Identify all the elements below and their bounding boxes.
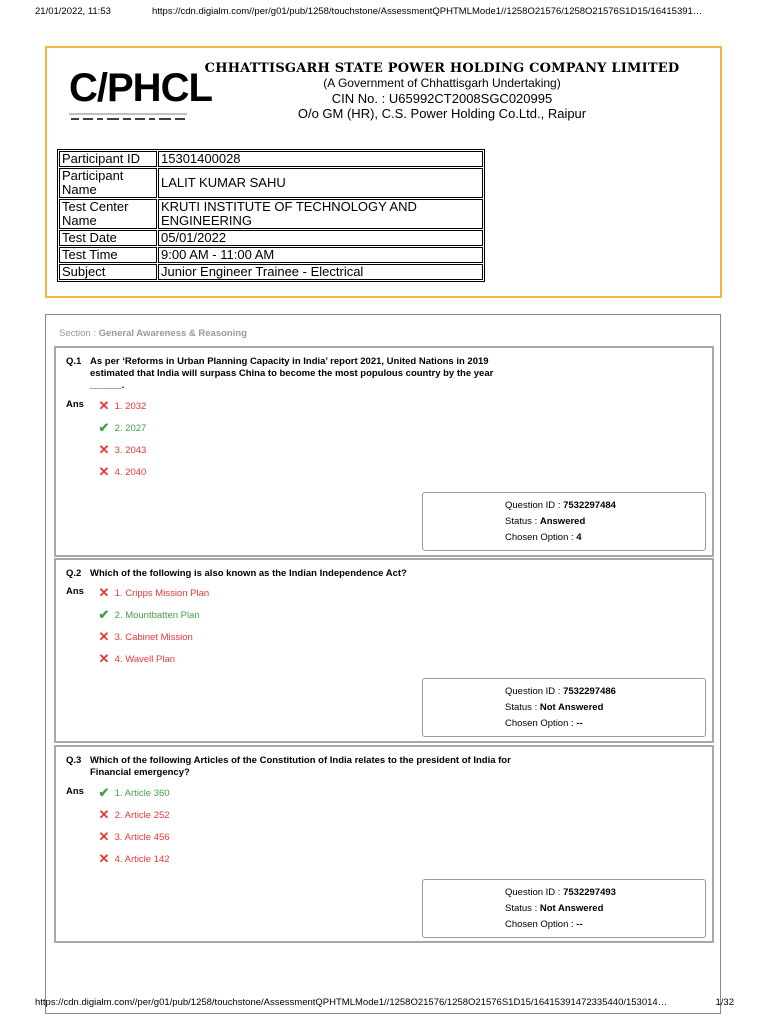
status-label: Status : [505, 903, 540, 914]
participant-key: Participant Name [59, 168, 157, 198]
participant-key: Test Time [59, 247, 157, 263]
status-row [423, 903, 603, 914]
option-label: 2. Mountbatten Plan [114, 610, 200, 621]
answer-option [96, 629, 193, 645]
chosen-option-label: Chosen Option : [505, 718, 577, 729]
question-id-value: 7532297484 [563, 500, 616, 511]
logo-text: C/PHCL [69, 66, 212, 110]
status-row [423, 702, 603, 713]
question-text: Which of the following Articles of the Constitution of India relates to the president of India for Financial emergency? [90, 755, 511, 778]
question-card [54, 558, 714, 743]
cross-icon: ✕ [98, 464, 110, 479]
answer-option [96, 851, 170, 867]
question-text: As per ‘Reforms in Urban Planning Capacity in India’ report 2021, United Nations in 2019 estimated that India will surpass China to become the most populous country by the year ______. [90, 356, 494, 391]
participant-key: Test Center Name [59, 199, 157, 229]
company-name: CHHATTISGARH STATE POWER HOLDING COMPANY LIMITED [204, 61, 680, 76]
status-label: Status : [505, 516, 540, 527]
print-datetime: 21/01/2022, 11:53 [35, 6, 111, 17]
page-number: 1/32 [715, 997, 734, 1008]
participant-value: 15301400028 [158, 151, 483, 167]
ans-label: Ans [66, 586, 84, 597]
question-number: Q.2 [66, 568, 82, 579]
option-label: 4. Article 142 [114, 854, 170, 865]
option-label: 3. Article 456 [114, 832, 170, 843]
status-label: Status : [505, 702, 540, 713]
cross-icon: ✕ [98, 829, 110, 844]
question-card [54, 745, 714, 943]
participant-row [59, 230, 483, 246]
participant-row [59, 247, 483, 263]
company-cin: CIN No. : U65992CT2008SGC020995 [331, 91, 553, 106]
answer-option [96, 807, 170, 823]
chosen-option-row [423, 718, 583, 729]
section-prefix: Section : [59, 328, 99, 339]
logo-tagline [69, 112, 189, 124]
status-value: Not Answered [539, 903, 604, 914]
print-footer-url[interactable]: https://cdn.digialm.com//per/g01/pub/1258/touchstone/AssessmentQPHTMLMode1//1258O21576/1258O21576S1D15/16415391472335440/153014… [35, 997, 668, 1008]
check-icon: ✔ [98, 607, 110, 622]
participant-key: Participant ID [59, 151, 157, 167]
chosen-option-value: -- [576, 718, 583, 729]
chosen-option-value: 4 [576, 532, 582, 543]
option-label: 3. 2043 [114, 445, 147, 456]
participant-row [59, 199, 483, 229]
cross-icon: ✕ [98, 851, 110, 866]
chosen-option-row [423, 532, 582, 543]
section-name: General Awareness & Reasoning [98, 328, 247, 339]
cross-icon: ✕ [98, 651, 110, 666]
chosen-option-label: Chosen Option : [505, 919, 577, 930]
cross-icon: ✕ [98, 629, 110, 644]
cross-icon: ✕ [98, 807, 110, 822]
question-id-value: 7532297493 [563, 887, 616, 898]
answer-option [96, 651, 175, 667]
question-id-label: Question ID : [505, 887, 564, 898]
participant-key: Test Date [59, 230, 157, 246]
participant-value: LALIT KUMAR SAHU [158, 168, 483, 198]
print-url[interactable]: https://cdn.digialm.com//per/g01/pub/1258/touchstone/AssessmentQPHTMLMode1//1258O21576/1258O21576S1D15/16415391… [152, 6, 703, 17]
participant-key: Subject [59, 264, 157, 280]
option-label: 1. Cripps Mission Plan [114, 588, 210, 599]
participant-value: 9:00 AM - 11:00 AM [158, 247, 483, 263]
option-label: 1. Article 360 [114, 788, 170, 799]
section-title [59, 328, 247, 339]
option-label: 3. Cabinet Mission [114, 632, 193, 643]
answer-option [96, 829, 170, 845]
question-id-label: Question ID : [505, 686, 564, 697]
participant-row [59, 151, 483, 167]
chosen-option-label: Chosen Option : [505, 532, 577, 543]
status-value: Not Answered [539, 702, 604, 713]
answer-option [96, 785, 170, 801]
question-card [54, 346, 714, 557]
participant-table [57, 149, 485, 282]
answer-option [96, 420, 146, 436]
question-id-label: Question ID : [505, 500, 564, 511]
answer-option [96, 398, 146, 414]
company-office: O/o GM (HR), C.S. Power Holding Co.Ltd., Raipur [297, 106, 587, 121]
participant-value: Junior Engineer Trainee - Electrical [158, 264, 483, 280]
participant-value: 05/01/2022 [158, 230, 483, 246]
print-header [0, 0, 768, 22]
question-meta [422, 492, 706, 551]
chosen-option-row [423, 919, 583, 930]
question-text: Which of the following is also known as the Indian Independence Act? [90, 568, 407, 579]
cross-icon: ✕ [98, 398, 110, 413]
check-icon: ✔ [98, 420, 110, 435]
check-icon: ✔ [98, 785, 110, 800]
answer-option [96, 607, 200, 623]
status-row [423, 516, 585, 527]
question-meta [422, 678, 706, 737]
question-number: Q.1 [66, 356, 82, 367]
option-label: 2. Article 252 [114, 810, 170, 821]
question-id-value: 7532297486 [563, 686, 616, 697]
option-label: 4. Wavell Plan [114, 654, 176, 665]
participant-row [59, 264, 483, 280]
option-label: 2. 2027 [114, 423, 147, 434]
question-id-row [423, 500, 616, 511]
cphcl-logo [67, 64, 212, 126]
question-id-row [423, 686, 616, 697]
company-header [45, 46, 722, 298]
cross-icon: ✕ [98, 585, 110, 600]
question-number: Q.3 [66, 755, 82, 766]
company-subtitle: (A Government of Chhattisgarh Undertaking) [323, 76, 561, 90]
answer-option [96, 464, 146, 480]
print-footer [0, 995, 768, 1015]
ans-label: Ans [66, 786, 84, 797]
answer-option [96, 442, 146, 458]
logo-tagline-graphic [69, 112, 189, 122]
cross-icon: ✕ [98, 442, 110, 457]
participant-row [59, 168, 483, 198]
question-meta [422, 879, 706, 938]
answer-option [96, 585, 209, 601]
option-label: 1. 2032 [114, 401, 147, 412]
question-id-row [423, 887, 616, 898]
status-value: Answered [539, 516, 586, 527]
company-info [197, 61, 687, 121]
chosen-option-value: -- [576, 919, 583, 930]
option-label: 4. 2040 [114, 467, 147, 478]
ans-label: Ans [66, 399, 84, 410]
participant-value: KRUTI INSTITUTE OF TECHNOLOGY AND ENGINEERING [158, 199, 483, 229]
